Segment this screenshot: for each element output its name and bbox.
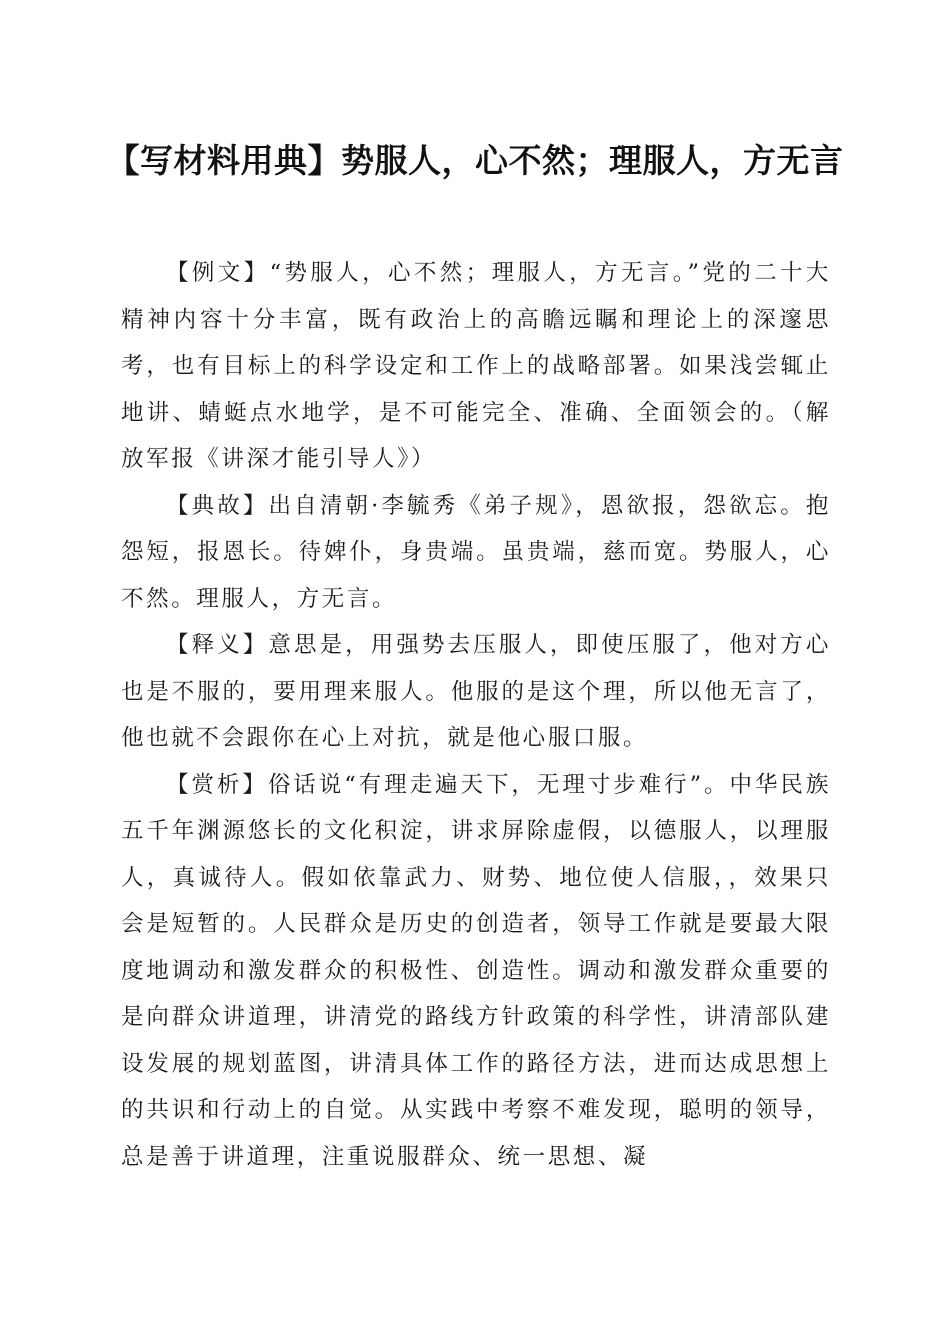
paragraph-text: “势服人，心不然；理服人，方无言。”党的二十大精神内容十分丰富，既有政治上的高瞻远瞩和理论上的深邃思考，也有目标上的科学设定和工作上的战略部署。如果浅尝辄止地讲、蜻蜓点水地学，是不可能完全、准确、全面领会的。（解放军报《讲深才能引导人》） <box>121 260 831 472</box>
paragraph-tag: 【例文】 <box>166 260 270 286</box>
document-body <box>121 250 831 1180</box>
paragraph-tag: 【典故】 <box>166 492 269 519</box>
paragraph-tag: 【赏析】 <box>166 771 268 798</box>
document-title: 【写材料用典】势服人，心不然；理服人，方无言 <box>106 141 844 180</box>
paragraph-allusion <box>121 483 831 623</box>
paragraph-text: 出自清朝·李毓秀《弟子规》，恩欲报，怨欲忘。抱怨短，报恩长。待婢仆，身贵端。虽贵端，慈而宽。势服人，心不然。理服人，方无言。 <box>121 492 832 612</box>
paragraph-tag: 【释义】 <box>166 632 269 658</box>
paragraph-appreciation <box>121 762 831 1181</box>
paragraph-text: 俗话说“有理走遍天下，无理寸步难行”。中华民族五千年渊源悠长的文化积淀，讲求屏除虚假，以德服人，以理服人，真诚待人。假如依靠武力、财势、地位使人信服，，效果只会是短暂的。人民群众是历史的创造者，领导工作就是要最大限度地调动和激发群众的积极性、创造性。调动和激发群众重要的是向群众讲道理，讲清党的路线方针政策的科学性，讲清部队建设发展的规划蓝图，讲清具体工作的路径方法，进而达成思想上的共识和行动上的自觉。从实践中考察不难发现，聪明的领导，总是善于讲道理，注重说服群众、统一思想、凝 <box>121 771 831 1170</box>
paragraph-meaning <box>121 622 831 762</box>
paragraph-example <box>121 250 831 483</box>
paragraph-text: 意思是，用强势去压服人，即使压服了，他对方心也是不服的，要用理来服人。他服的是这个理，所以他无言了，他也就不会跟你在心上对抗，就是他心服口服。 <box>121 632 831 751</box>
